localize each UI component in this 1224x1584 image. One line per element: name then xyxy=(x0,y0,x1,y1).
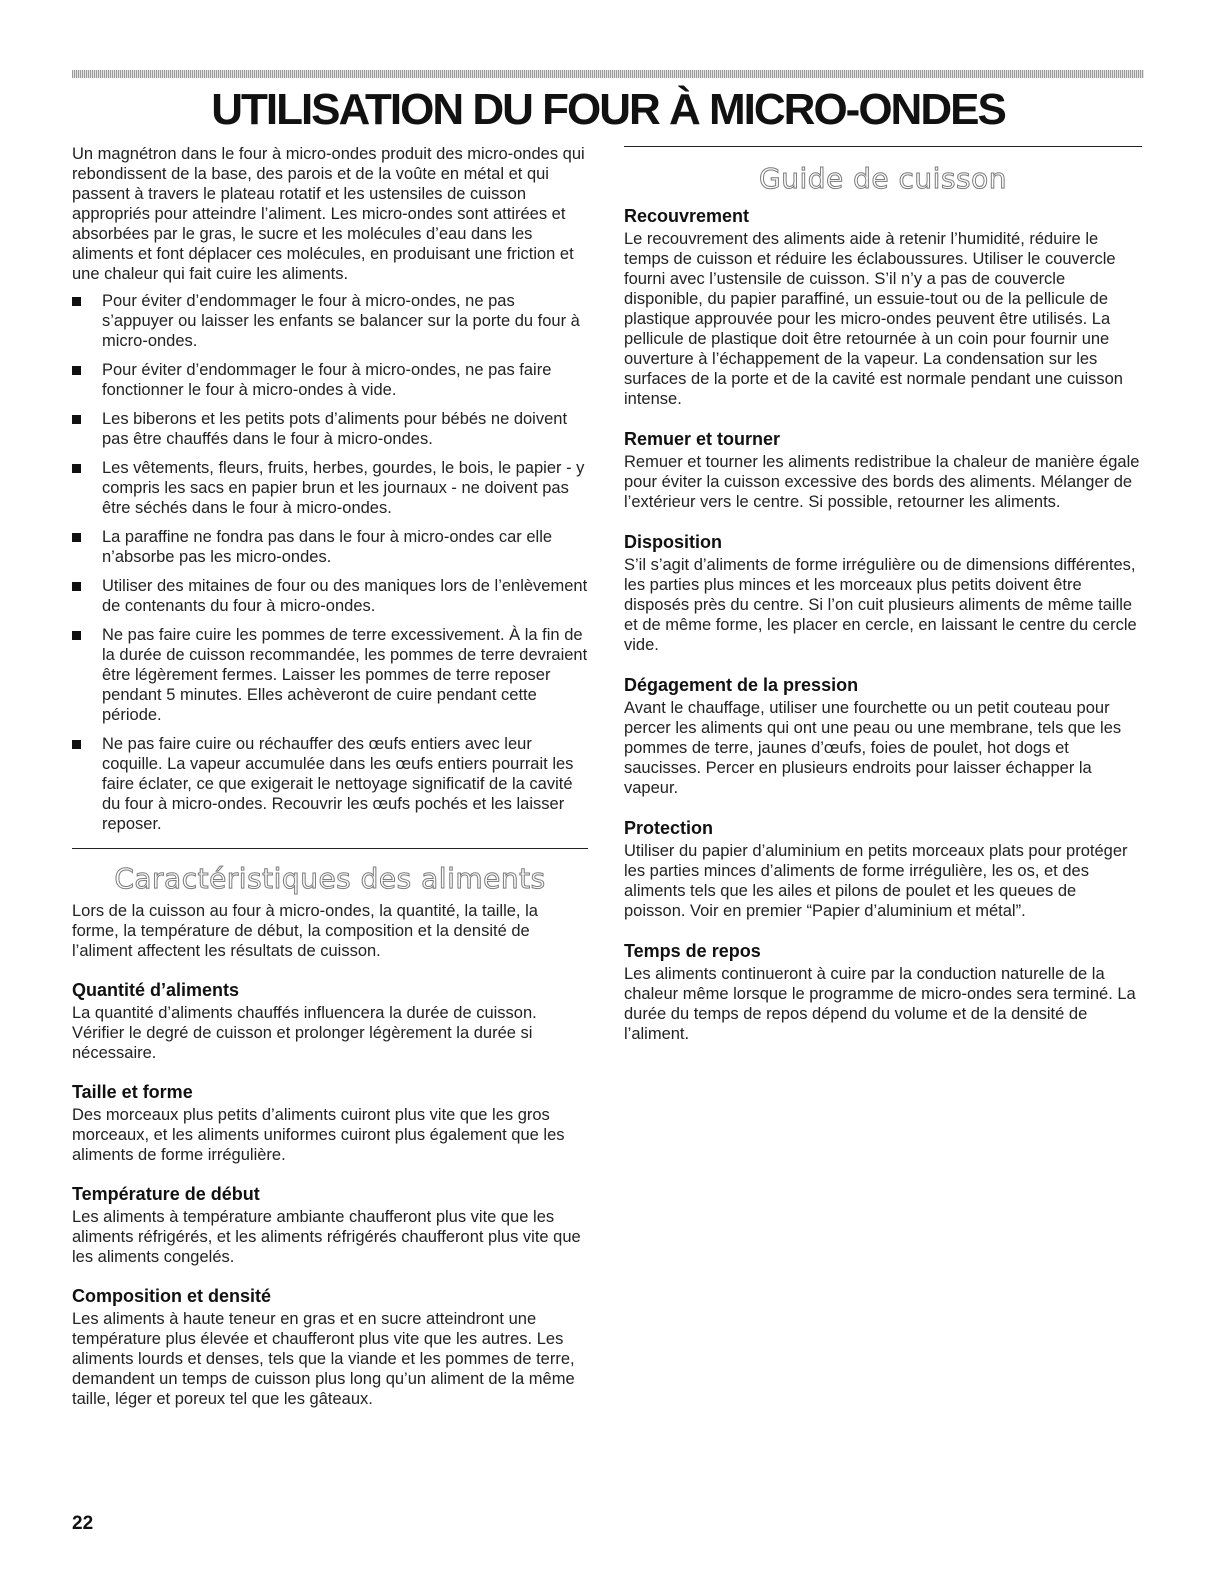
subsection-shielding xyxy=(624,817,1142,921)
subsection-stir-turn xyxy=(624,428,1142,512)
subsection-pressure-release xyxy=(624,674,1142,798)
subsection-composition-density xyxy=(72,1285,588,1409)
subsection-heading: Dégagement de la pression xyxy=(624,675,859,695)
subsection-heading: Remuer et tourner xyxy=(624,429,781,449)
food-characteristics-intro: Lors de la cuisson au four à micro-ondes, la quantité, la taille, la forme, la température de début, la composition et la densité de l’aliment affectent les résultats de cuisson. xyxy=(72,902,538,960)
list-item xyxy=(72,527,588,567)
subsection-size-shape xyxy=(72,1081,588,1165)
subsection-text: Avant le chauffage, utiliser une fourchette ou un petit couteau pour percer les aliments qui ont une peau ou une membrane, tels que les pommes de terre, jaunes d’œufs, foies de poulet, hot dogs et saucisses. Percer en plusieurs endroits pour laisser échapper la vapeur. xyxy=(624,699,1122,797)
list-item-text: Pour éviter d’endommager le four à micro-ondes, ne pas faire fonctionner le four à micro-ondes à vide. xyxy=(102,361,552,399)
subsection-heading: Protection xyxy=(624,818,714,838)
subsection-start-temperature xyxy=(72,1183,588,1267)
list-item xyxy=(72,360,588,400)
section-title-cooking-guide: Guide de cuisson xyxy=(759,162,1007,195)
subsection-text: Les aliments continueront à cuire par la conduction naturelle de la chaleur même lorsque le programme de micro-ondes sera terminé. La durée du temps de repos dépend du volume et de la densité de l’aliment. xyxy=(624,965,1136,1043)
subsection-heading: Disposition xyxy=(624,532,722,552)
subsection-text: Le recouvrement des aliments aide à retenir l’humidité, réduire le temps de cuisson et réduire les éclaboussures. Utiliser le couvercle fourni avec l’ustensile de cuisson. S’il n’y a pas de couvercle disponible, du papier paraffiné, un essuie-tout ou de la pellicule de plastique approuvée pour les micro-ondes peuvent être utilisés. La pellicule de plastique doit être retournée à un coin pour fournir une ouverture à l’échappement de la vapeur. La condensation sur les surfaces de la porte et de la cavité est normale pendant une cuisson intense. xyxy=(624,230,1123,408)
page-number: 22 xyxy=(72,1513,94,1534)
list-item xyxy=(72,734,588,834)
subsection-text: Les aliments à température ambiante chaufferont plus vite que les aliments réfrigérés, et les aliments réfrigérés chaufferont plus vite que les aliments congelés. xyxy=(72,1208,581,1266)
subsection-arrangement xyxy=(624,531,1142,655)
intro-paragraph: Un magnétron dans le four à micro-ondes produit des micro-ondes qui rebondissent de la base, des parois et de la voûte en métal et qui passent à travers le plateau rotatif et les ustensiles de cuisson appropriés pour atteindre l’aliment. Les micro-ondes sont attirées et absorbées par le gras, le sucre et les molécules d’eau dans les aliments et font déplacer ces molécules, en produisant une friction et une chaleur qui fait cuire les aliments. xyxy=(72,145,585,283)
list-item xyxy=(72,625,588,725)
left-column xyxy=(72,144,588,1409)
square-bullet-icon xyxy=(72,415,81,424)
list-item-text: Ne pas faire cuire les pommes de terre excessivement. À la fin de la durée de cuisson recommandée, les pommes de terre devraient être légèrement fermes. Laisser les pommes de terre reposer pendant 5 minutes. Elles achèveront de cuire pendant cette période. xyxy=(102,626,588,724)
list-item-text: Ne pas faire cuire ou réchauffer des œufs entiers avec leur coquille. La vapeur accumulée dans les œufs entiers pourrait les faire éclater, ce que exigerait le nettoyage significatif de la cavité du four à micro-ondes. Recouvrir les œufs pochés et les laisser reposer. xyxy=(102,735,574,833)
list-item-text: La paraffine ne fondra pas dans le four à micro-ondes car elle n’absorbe pas les micro-ondes. xyxy=(102,528,553,566)
subsection-text: Les aliments à haute teneur en gras et en sucre atteindront une température plus élevée et chaufferont plus vite que les autres. Les aliments lourds et denses, tels que la viande et les pommes de terre, demandent un temps de cuisson plus long qu’un aliment de la même taille, léger et poreux tel que les gâteaux. xyxy=(72,1310,575,1408)
subsection-quantity xyxy=(72,979,588,1063)
list-item-text: Utiliser des mitaines de four ou des maniques lors de l’enlèvement de contenants du four à micro-ondes. xyxy=(102,577,588,615)
square-bullet-icon xyxy=(72,533,81,542)
subsection-standing-time xyxy=(624,940,1142,1044)
right-column xyxy=(624,144,1142,1044)
subsection-heading: Recouvrement xyxy=(624,206,750,226)
subsection-heading: Composition et densité xyxy=(72,1286,272,1306)
list-item xyxy=(72,409,588,449)
square-bullet-icon xyxy=(72,631,81,640)
section-title-food-characteristics: Caractéristiques des aliments xyxy=(114,862,546,895)
section-divider xyxy=(72,848,588,849)
list-item-text: Les biberons et les petits pots d’aliments pour bébés ne doivent pas être chauffés dans le four à micro-ondes. xyxy=(102,410,568,448)
subsection-text: Utiliser du papier d’aluminium en petits morceaux plats pour protéger les parties minces d’aliments de forme irrégulière, les os, et des aliments tels que les ailes et pilons de poulet et les queues de poisson. Voir en premier “Papier d’aluminium et métal”. xyxy=(624,842,1128,920)
header-decorative-bar xyxy=(72,70,1144,78)
square-bullet-icon xyxy=(72,464,81,473)
food-characteristics-section xyxy=(72,848,588,1409)
square-bullet-icon xyxy=(72,366,81,375)
subsection-text: Remuer et tourner les aliments redistribue la chaleur de manière égale pour éviter la cuisson excessive des bords des aliments. Mélanger de l’extérieur vers le centre. Si possible, retourner les aliments. xyxy=(624,453,1140,511)
list-item xyxy=(72,458,588,518)
list-item xyxy=(72,576,588,616)
subsection-heading: Quantité d’aliments xyxy=(72,980,240,1000)
page-title: UTILISATION DU FOUR À MICRO-ONDES xyxy=(211,85,1005,134)
subsection-text: La quantité d’aliments chauffés influencera la durée de cuisson. Vérifier le degré de cuisson et prolonger légèrement la durée si nécessaire. xyxy=(72,1004,537,1062)
subsection-text: Des morceaux plus petits d’aliments cuiront plus vite que les gros morceaux, et les aliments uniformes cuiront plus également que les aliments de forme irrégulière. xyxy=(72,1106,565,1164)
subsection-text: S’il s’agit d’aliments de forme irrégulière ou de dimensions différentes, les parties plus minces et les morceaux plus petits doivent être disposés près du centre. Si l’on cuit plusieurs aliments de même taille et de même forme, les placer en cercle, en laissant le centre du cercle vide. xyxy=(624,556,1137,654)
subsection-heading: Taille et forme xyxy=(72,1082,193,1102)
section-divider xyxy=(624,146,1142,147)
list-item xyxy=(72,291,588,351)
list-item-text: Pour éviter d’endommager le four à micro-ondes, ne pas s’appuyer ou laisser les enfants se balancer sur la porte du four à micro-ondes. xyxy=(102,292,580,350)
subsection-covering xyxy=(624,205,1142,409)
safety-bullet-list xyxy=(72,291,588,834)
subsection-heading: Température de début xyxy=(72,1184,260,1204)
subsection-heading: Temps de repos xyxy=(624,941,761,961)
square-bullet-icon xyxy=(72,297,81,306)
square-bullet-icon xyxy=(72,582,81,591)
square-bullet-icon xyxy=(72,740,81,749)
list-item-text: Les vêtements, fleurs, fruits, herbes, gourdes, le bois, le papier - y compris les sacs en papier brun et les journaux - ne doivent pas être séchés dans le four à micro-ondes. xyxy=(102,459,585,517)
